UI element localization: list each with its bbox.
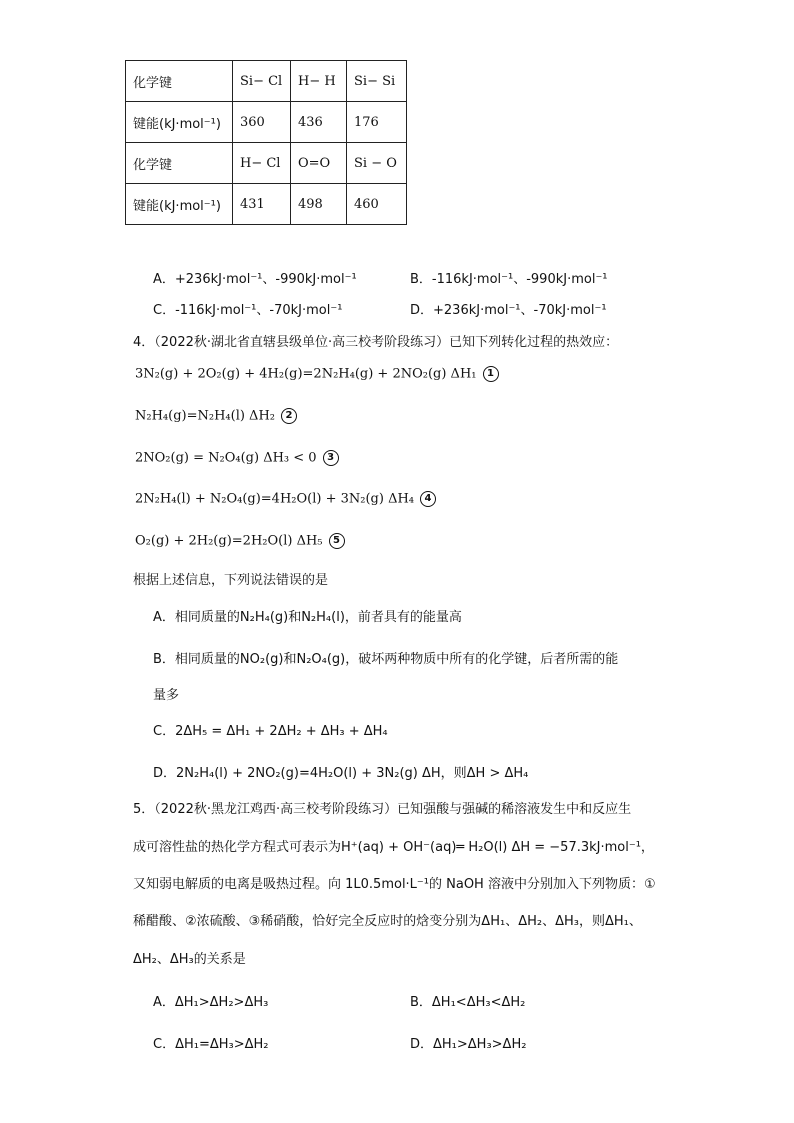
q3-option-b[interactable]: B．-116kJ·mol⁻¹、-990kJ·mol⁻¹ <box>410 272 608 287</box>
q4-equation-5 <box>135 533 345 549</box>
table-cell: O=O <box>291 143 347 184</box>
q3-option-d[interactable]: D．+236kJ·mol⁻¹、-70kJ·mol⁻¹ <box>410 303 607 318</box>
equation-text: 3N₂(g) + 2O₂(g) + 4H₂(g)=2N₂H₄(g) + 2NO₂(g) ΔH₁ <box>135 366 477 382</box>
table-row <box>126 143 407 184</box>
table-cell: H− H <box>291 61 347 102</box>
q4-equation-1 <box>135 366 499 382</box>
table-cell: 431 <box>233 184 291 225</box>
equation-text: N₂H₄(g)=N₂H₄(l) ΔH₂ <box>135 408 275 424</box>
equation-text: 2N₂H₄(l) + N₂O₄(g)=4H₂O(l) + 3N₂(g) ΔH₄ <box>135 491 415 507</box>
q4-option-b-continued: 量多 <box>153 688 180 703</box>
table-cell: 化学键 <box>126 143 233 184</box>
table-cell: 键能(kJ·mol⁻¹) <box>126 184 233 225</box>
table-cell: 化学键 <box>126 61 233 102</box>
table-row <box>126 61 407 102</box>
q4-option-a[interactable]: A．相同质量的N₂H₄(g)和N₂H₄(l)，前者具有的能量高 <box>153 610 462 625</box>
q5-stem-line-2: 成可溶性盐的热化学方程式可表示为H⁺(aq) + OH⁻(aq)═ H₂O(l) ΔH = −57.3kJ·mol⁻¹， <box>133 840 654 855</box>
table-cell: 360 <box>233 102 291 143</box>
q4-option-c[interactable]: C．2ΔH₅ = ΔH₁ + 2ΔH₂ + ΔH₃ + ΔH₄ <box>153 724 388 739</box>
q4-question: 根据上述信息，下列说法错误的是 <box>133 573 329 588</box>
q5-option-b[interactable]: B．ΔH₁<ΔH₃<ΔH₂ <box>410 995 526 1010</box>
table-cell: Si − O <box>347 143 407 184</box>
q4-equation-2 <box>135 408 297 424</box>
table-cell: Si− Cl <box>233 61 291 102</box>
equation-text: 2NO₂(g) = N₂O₄(g) ΔH₃ < 0 <box>135 450 317 466</box>
circled-number: 5 <box>329 533 345 549</box>
q4-equation-3 <box>135 450 339 466</box>
q4-option-b[interactable]: B．相同质量的NO₂(g)和N₂O₄(g)，破坏两种物质中所有的化学键，后者所需的能 <box>153 652 619 667</box>
circled-number: 3 <box>323 450 339 466</box>
q4-stem: 4．（2022秋·湖北省直辖县级单位·高三校考阶段练习）已知下列转化过程的热效应： <box>133 335 619 350</box>
q5-stem-line-3: 又知弱电解质的电离是吸热过程。向 1L0.5mol·L⁻¹的 NaOH 溶液中分别加入下列物质：① <box>133 877 656 892</box>
circled-number: 2 <box>281 408 297 424</box>
table-cell: 436 <box>291 102 347 143</box>
table-cell: H− Cl <box>233 143 291 184</box>
table-cell: 460 <box>347 184 407 225</box>
table-row <box>126 102 407 143</box>
table-row <box>126 184 407 225</box>
q3-option-a[interactable]: A．+236kJ·mol⁻¹、-990kJ·mol⁻¹ <box>153 272 357 287</box>
table-cell: 176 <box>347 102 407 143</box>
bond-energy-table <box>125 60 407 225</box>
q5-stem-line-1: 5．（2022秋·黑龙江鸡西·高三校考阶段练习）已知强酸与强碱的稀溶液发生中和反应生 <box>133 802 632 817</box>
circled-number: 4 <box>420 491 436 507</box>
q4-equation-4 <box>135 491 436 507</box>
table-cell: 键能(kJ·mol⁻¹) <box>126 102 233 143</box>
circled-number: 1 <box>483 366 499 382</box>
q5-stem-line-4: 稀醋酸、②浓硫酸、③稀硝酸，恰好完全反应时的焓变分别为ΔH₁、ΔH₂、ΔH₃，则ΔH₁、 <box>133 914 642 929</box>
q5-option-a[interactable]: A．ΔH₁>ΔH₂>ΔH₃ <box>153 995 269 1010</box>
table-cell: Si− Si <box>347 61 407 102</box>
q3-option-c[interactable]: C．-116kJ·mol⁻¹、-70kJ·mol⁻¹ <box>153 303 343 318</box>
equation-text: O₂(g) + 2H₂(g)=2H₂O(l) ΔH₅ <box>135 533 323 549</box>
q5-stem-line-5: ΔH₂、ΔH₃的关系是 <box>133 952 246 967</box>
q5-option-c[interactable]: C．ΔH₁=ΔH₃>ΔH₂ <box>153 1037 269 1052</box>
q5-option-d[interactable]: D．ΔH₁>ΔH₃>ΔH₂ <box>410 1037 527 1052</box>
q4-option-d[interactable]: D．2N₂H₄(l) + 2NO₂(g)=4H₂O(l) + 3N₂(g) ΔH，则ΔH > ΔH₄ <box>153 766 529 781</box>
table-cell: 498 <box>291 184 347 225</box>
